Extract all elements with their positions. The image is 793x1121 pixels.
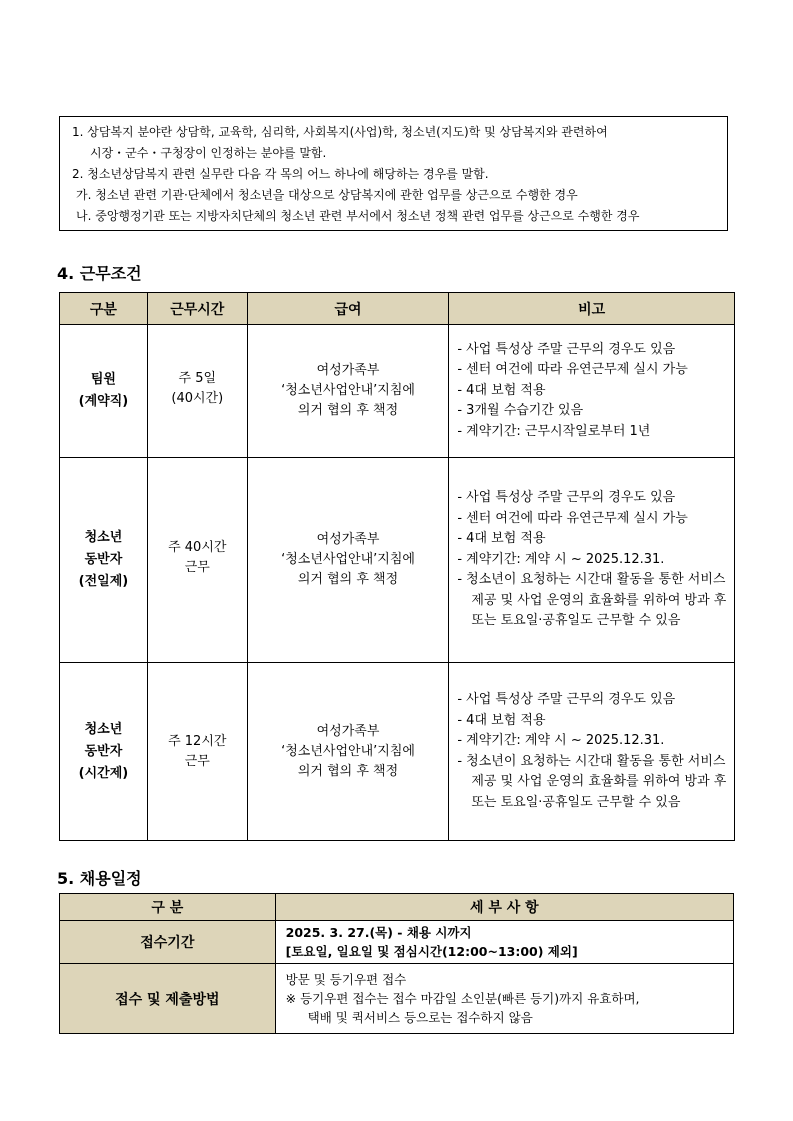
work-conditions-table: [59, 292, 735, 841]
hours-line: 근무: [184, 754, 210, 769]
row-pay: [247, 325, 449, 458]
method-line: 택배 및 퀵서비스 등으로는 접수하지 않음: [307, 1010, 533, 1025]
section-4-title: 4. 근무조건: [57, 264, 142, 283]
section-5-title: 5. 채용일정: [57, 869, 142, 888]
pay-line: 의거 협의 후 책정: [297, 403, 399, 418]
col-header-details: 세 부 사 항: [275, 894, 733, 921]
row-category: [60, 458, 148, 663]
hours-line: 주 12시간: [168, 734, 227, 749]
note-item: - 사업 특성상 주말 근무의 경우도 있음: [457, 488, 728, 509]
row-value-method: [275, 964, 733, 1034]
row-pay: [247, 458, 449, 663]
pay-line: 의거 협의 후 책정: [297, 763, 399, 779]
schedule-table: [59, 893, 734, 1034]
pay-line: ‘청소년사업안내’지침에: [281, 383, 415, 398]
pay-line: 여성가족부: [316, 723, 380, 739]
row-pay: [247, 663, 449, 841]
row-notes: [449, 663, 735, 841]
note-item: - 4대 보험 적용: [457, 711, 728, 732]
note-item: - 사업 특성상 주말 근무의 경우도 있음: [457, 690, 728, 711]
table-row: [60, 663, 735, 841]
note-item: - 계약기간: 근무시작일로부터 1년: [457, 422, 728, 443]
method-line: ※ 등기우편 접수는 접수 마감일 소인분(빠른 등기)까지 유효하며,: [285, 991, 640, 1006]
row-notes: [449, 458, 735, 663]
hours-line: 주 5일: [178, 371, 217, 386]
category-line: (계약직): [78, 394, 129, 409]
col-header-hours: 근무시간: [147, 293, 247, 325]
note-item: - 센터 여건에 따라 유연근무제 실시 가능: [457, 360, 728, 381]
category-line: 팀원: [90, 372, 116, 387]
note-line-2: 시장・군수・구청장이 인정하는 분야를 말함.: [90, 146, 327, 160]
table-header-row: [60, 293, 735, 325]
col-header-notes: 비고: [449, 293, 735, 325]
pay-line: ‘청소년사업안내’지침에: [281, 552, 415, 567]
category-line: 동반자: [84, 552, 123, 567]
row-notes: [449, 325, 735, 458]
pay-line: 여성가족부: [316, 532, 380, 547]
period-line: [토요일, 일요일 및 점심시간(12:00~13:00) 제외]: [285, 944, 578, 959]
row-value-period: [275, 921, 733, 964]
note-box: [59, 116, 728, 231]
pay-line: ‘청소년사업안내’지침에: [281, 743, 415, 759]
category-line: 청소년: [84, 721, 123, 737]
col-header-category: 구 분: [60, 894, 276, 921]
row-hours: [147, 663, 247, 841]
table-row: [60, 458, 735, 663]
note-item: - 계약기간: 계약 시 ~ 2025.12.31.: [457, 550, 728, 571]
row-hours: [147, 458, 247, 663]
note-item: - 3개월 수습기간 있음: [457, 401, 728, 422]
pay-line: 여성가족부: [316, 363, 380, 378]
hours-line: (40시간): [171, 391, 224, 406]
note-item: - 사업 특성상 주말 근무의 경우도 있음: [457, 340, 728, 361]
note-item: - 청소년이 요청하는 시간대 활동을 통한 서비스 제공 및 사업 운영의 효율화를 위하여 방과 후 또는 토요일·공휴일도 근무할 수 있음: [457, 752, 728, 814]
row-category: [60, 325, 148, 458]
period-line: 2025. 3. 27.(목) - 채용 시까지: [285, 925, 472, 940]
hours-line: 근무: [184, 560, 210, 575]
category-line: 청소년: [84, 530, 123, 545]
row-hours: [147, 325, 247, 458]
method-line: 방문 및 등기우편 접수: [285, 972, 407, 987]
table-row: [60, 964, 734, 1034]
note-item: - 4대 보험 적용: [457, 381, 728, 402]
table-row: [60, 325, 735, 458]
table-row: [60, 921, 734, 964]
hours-line: 주 40시간: [168, 540, 227, 555]
row-label-method: 접수 및 제출방법: [60, 964, 276, 1034]
note-item: - 청소년이 요청하는 시간대 활동을 통한 서비스 제공 및 사업 운영의 효율화를 위하여 방과 후 또는 토요일·공휴일도 근무할 수 있음: [457, 570, 728, 632]
row-category: [60, 663, 148, 841]
note-line-3: 2. 청소년상담복지 관련 실무란 다음 각 목의 어느 하나에 해당하는 경우를 말함.: [72, 167, 489, 181]
note-item: - 센터 여건에 따라 유연근무제 실시 가능: [457, 509, 728, 530]
col-header-pay: 급여: [247, 293, 449, 325]
table-header-row: [60, 894, 734, 921]
col-header-category: 구분: [60, 293, 148, 325]
category-line: (전일제): [78, 574, 129, 589]
pay-line: 의거 협의 후 책정: [297, 572, 399, 587]
note-line-5: 나. 중앙행정기관 또는 지방자치단체의 청소년 관련 부서에서 청소년 정책 관련 업무를 상근으로 수행한 경우: [76, 209, 640, 223]
category-line: 동반자: [84, 743, 123, 759]
note-line-1: 1. 상담복지 분야란 상담학, 교육학, 심리학, 사회복지(사업)학, 청소년(지도)학 및 상담복지와 관련하여: [72, 125, 608, 139]
note-item: - 계약기간: 계약 시 ~ 2025.12.31.: [457, 731, 728, 752]
category-line: (시간제): [78, 765, 129, 781]
row-label-period: 접수기간: [60, 921, 276, 964]
note-item: - 4대 보험 적용: [457, 529, 728, 550]
note-line-4: 가. 청소년 관련 기관·단체에서 청소년을 대상으로 상담복지에 관한 업무를 상근으로 수행한 경우: [76, 188, 578, 202]
